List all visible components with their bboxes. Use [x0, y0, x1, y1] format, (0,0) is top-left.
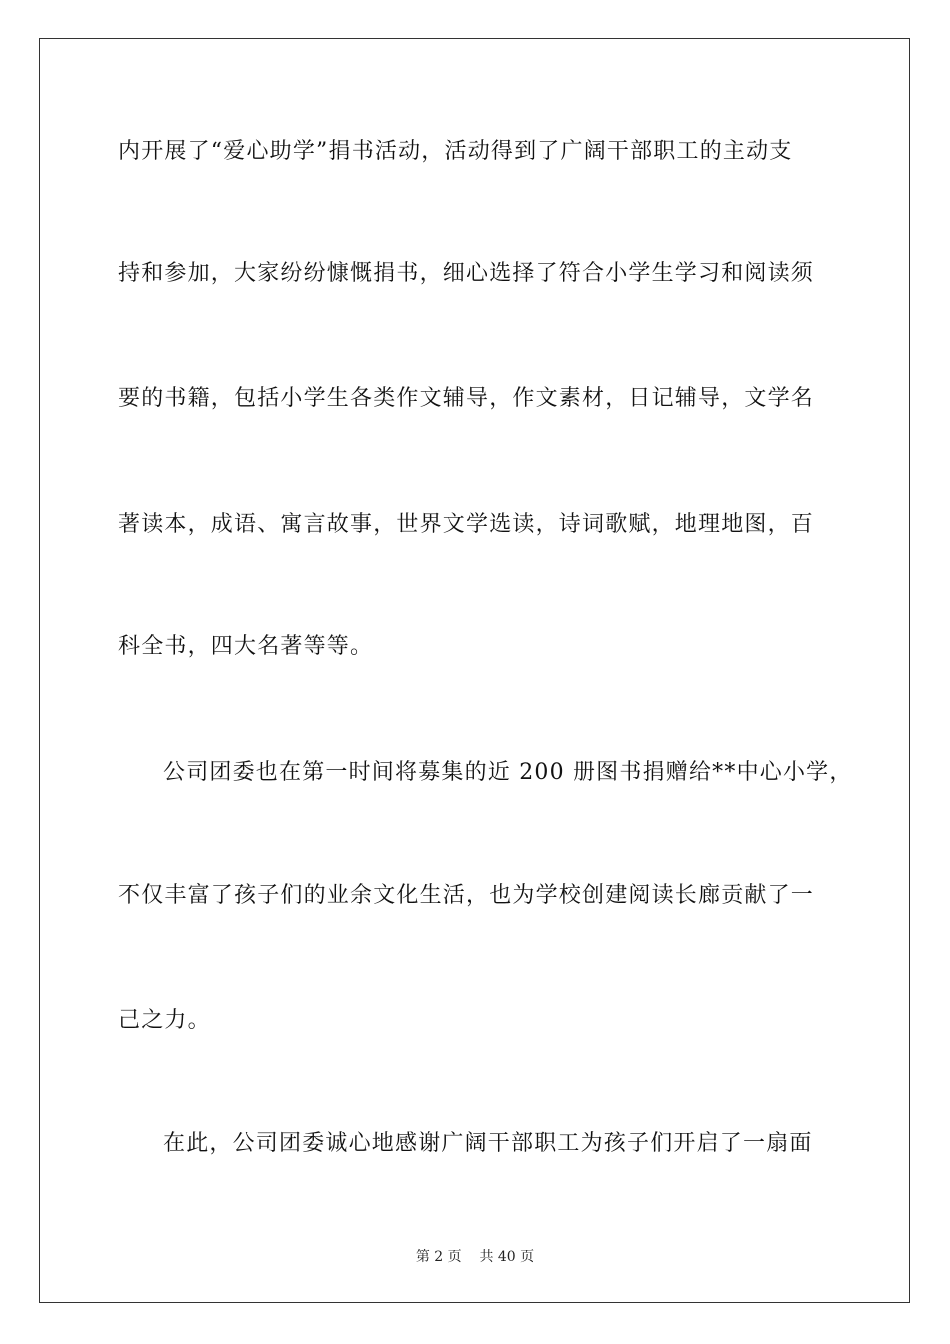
paragraph-line: 公司团委也在第一时间将募集的近 200 册图书捐赠给**中心小学， [163, 760, 853, 785]
paragraph-line: 在此，公司团委诚心地感谢广阔干部职工为孩子们开启了一扇面 [163, 1131, 813, 1156]
paragraph-line: 著读本，成语、寓言故事，世界文学选读，诗词歌赋，地理地图，百 [118, 512, 815, 537]
paragraph-line: 要的书籍，包括小学生各类作文辅导，作文素材，日记辅导，文学名 [118, 386, 815, 411]
paragraph-line: 持和参加，大家纷纷慷慨捐书，细心选择了符合小学生学习和阅读须 [118, 261, 815, 286]
page-total: 共 40 页 [479, 1249, 535, 1265]
paragraph-line: 科全书，四大名著等等。 [118, 634, 374, 659]
paragraph-line: 己之力。 [118, 1008, 211, 1033]
page-footer [0, 1248, 950, 1266]
paragraph-line: 不仅丰富了孩子们的业余文化生活，也为学校创建阅读长廊贡献了一 [118, 883, 815, 908]
page-number: 第 2 页 [415, 1249, 462, 1265]
paragraph-line: 内开展了“爱心助学”捐书活动，活动得到了广阔干部职工的主动支 [118, 139, 793, 164]
page-border [39, 38, 910, 1303]
